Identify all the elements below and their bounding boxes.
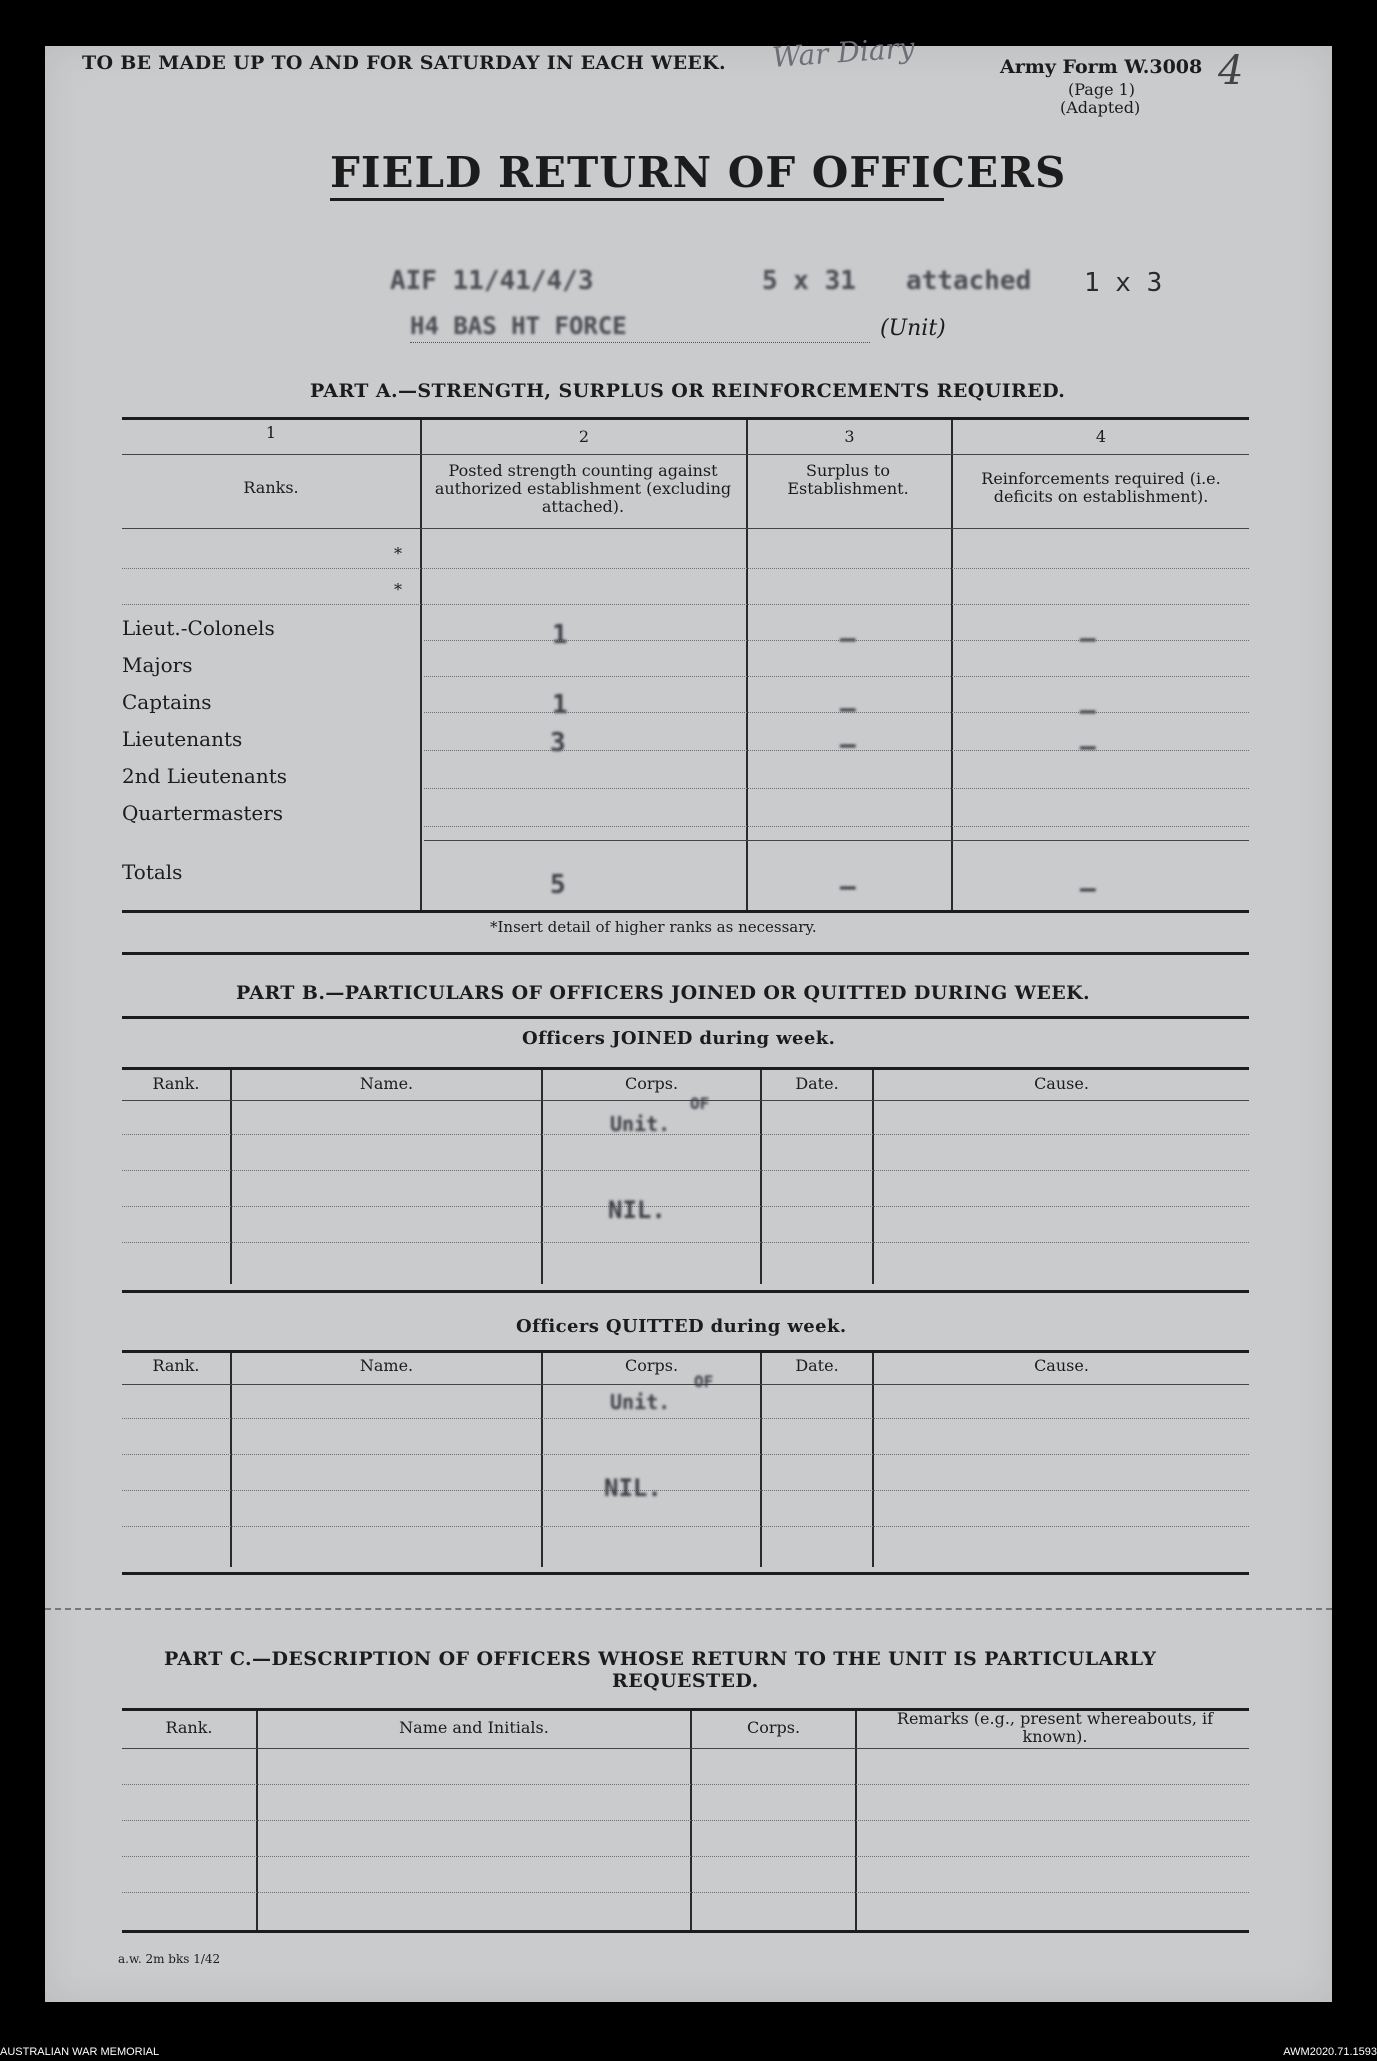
joined-col-divider: [760, 1070, 762, 1284]
joined-entry-nil: NIL.: [608, 1196, 666, 1224]
posted-value: 3: [550, 728, 566, 758]
part-b-top-rule: [122, 1016, 1249, 1019]
part-c-col-divider: [690, 1711, 692, 1931]
totals-rule: [424, 840, 1249, 841]
reinforcements-value: –: [1080, 732, 1096, 762]
col-number: 1: [265, 423, 277, 442]
handwritten-annotation: War Diary: [771, 31, 916, 74]
archive-credit: AUSTRALIAN WAR MEMORIAL: [0, 2046, 160, 2058]
quitted-row-rule: [122, 1526, 1249, 1527]
part-c-col-name: Name and Initials.: [399, 1718, 549, 1737]
posted-value: 1: [552, 690, 568, 720]
blank-rank-star: *: [394, 580, 402, 599]
quitted-col-divider: [760, 1353, 762, 1567]
row-rule: [122, 604, 1249, 605]
totals-posted: 5: [550, 870, 566, 900]
col-number-rule: [122, 454, 1249, 455]
quitted-row-rule: [122, 1454, 1249, 1455]
form-number: Army Form W.3008: [1000, 56, 1203, 78]
joined-row-rule: [122, 1242, 1249, 1243]
quitted-col-cause: Cause.: [1034, 1356, 1089, 1375]
joined-col-divider: [230, 1070, 232, 1284]
row-rule: [424, 788, 1249, 789]
attached-value: 1 x 3: [1084, 268, 1163, 298]
quitted-row-rule: [122, 1418, 1249, 1419]
surplus-value: –: [840, 694, 856, 724]
part-a-col-divider: [746, 420, 748, 910]
row-rule: [424, 712, 1249, 713]
blank-rank-star: *: [394, 544, 402, 563]
joined-col-cause: Cause.: [1034, 1074, 1089, 1093]
joined-row-rule: [122, 1170, 1249, 1171]
quitted-col-corps: Corps.: [624, 1356, 679, 1375]
row-rule: [424, 826, 1249, 827]
totals-reinforcements: –: [1080, 874, 1096, 904]
joined-col-name: Name.: [359, 1074, 414, 1093]
part-c-bottom-rule: [122, 1930, 1249, 1933]
quitted-entry-or: OF: [694, 1372, 714, 1391]
reinforcements-value: –: [1080, 696, 1096, 726]
totals-surplus: –: [840, 872, 856, 902]
col-header-ranks: Ranks.: [243, 478, 299, 497]
quitted-col-rank: Rank.: [152, 1356, 200, 1375]
part-c-col-remarks: Remarks (e.g., present whereabouts, if known).: [896, 1709, 1214, 1746]
part-a-footnote: *Insert detail of higher ranks as necessary.: [490, 918, 817, 936]
row-rule: [424, 750, 1249, 751]
quitted-row-rule: [122, 1490, 1249, 1491]
part-c-title-cont: REQUESTED.: [612, 1670, 759, 1692]
rank-label: Quartermasters: [122, 801, 284, 825]
rank-label: 2nd Lieutenants: [122, 764, 288, 788]
rank-label: Lieut.-Colonels: [122, 616, 275, 640]
quitted-entry-unit: Unit.: [610, 1390, 671, 1414]
joined-entry-or: OF: [690, 1094, 710, 1113]
posted-value: 1: [552, 620, 568, 650]
rank-label: Lieutenants: [122, 727, 243, 751]
col-number: 4: [1095, 427, 1107, 446]
joined-row-rule: [122, 1134, 1249, 1135]
totals-label: Totals: [122, 860, 183, 884]
joined-top-rule: [122, 1067, 1249, 1070]
form-adapted: (Adapted): [1060, 98, 1141, 117]
quitted-col-divider: [230, 1353, 232, 1567]
quitted-title: Officers QUITTED during week.: [516, 1316, 847, 1337]
title-underline: [330, 198, 944, 201]
unit-line: [410, 342, 870, 343]
typed-reference: AIF 11/41/4/3: [390, 266, 594, 296]
quitted-header-rule: [122, 1384, 1249, 1385]
part-c-col-divider: [855, 1711, 857, 1931]
part-c-header-rule: [122, 1748, 1249, 1749]
joined-bottom-rule: [122, 1290, 1249, 1293]
part-b-title: PART B.—PARTICULARS OF OFFICERS JOINED OR QUITTED DURING WEEK.: [236, 982, 1091, 1004]
col-header-reinforcements: Reinforcements required (i.e. deficits on establishment).: [981, 469, 1221, 506]
page-title: FIELD RETURN OF OFFICERS: [330, 148, 1067, 197]
col-header-surplus: Surplus to Establishment.: [787, 461, 909, 498]
part-a-col-divider: [420, 420, 422, 910]
part-c-col-rank: Rank.: [165, 1718, 213, 1737]
quitted-bottom-rule: [122, 1572, 1249, 1575]
part-c-row-rule: [122, 1856, 1249, 1857]
header-rule: [122, 528, 1249, 529]
part-c-row-rule: [122, 1784, 1249, 1785]
part-c-col-divider: [256, 1711, 258, 1931]
joined-title: Officers JOINED during week.: [522, 1028, 836, 1049]
corner-mark: 4: [1218, 48, 1244, 94]
part-c-row-rule: [122, 1892, 1249, 1893]
typed-count: 5 x 31: [762, 266, 856, 296]
reinforcements-value: –: [1080, 624, 1096, 654]
col-header-posted: Posted strength counting against authorized establishment (excluding attached).: [434, 461, 732, 516]
row-rule: [424, 640, 1249, 641]
surplus-value: –: [840, 624, 856, 654]
surplus-value: –: [840, 730, 856, 760]
rank-label: Captains: [122, 690, 212, 714]
part-c-title: PART C.—DESCRIPTION OF OFFICERS WHOSE RETURN TO THE UNIT IS PARTICULARLY: [164, 1648, 1157, 1670]
form-page: (Page 1): [1068, 80, 1136, 99]
joined-col-divider: [541, 1070, 543, 1284]
quitted-col-divider: [541, 1353, 543, 1567]
part-a-end-rule: [122, 952, 1249, 955]
joined-col-corps: Corps.: [624, 1074, 679, 1093]
row-rule: [122, 568, 1249, 569]
perforation-line: [45, 1608, 1332, 1610]
part-a-title: PART A.—STRENGTH, SURPLUS OR REINFORCEMENTS REQUIRED.: [310, 380, 1066, 402]
part-a-col-divider: [951, 420, 953, 910]
quitted-col-date: Date.: [795, 1356, 839, 1375]
quitted-entry-nil: NIL.: [604, 1474, 662, 1502]
print-code: a.w. 2m bks 1/42: [118, 1952, 221, 1966]
quitted-col-name: Name.: [359, 1356, 414, 1375]
part-a-top-rule: [122, 417, 1249, 420]
archive-id: AWM2020.71.1593: [1283, 2046, 1377, 2058]
typed-unit-name: H4 BAS HT FORCE: [410, 312, 627, 340]
rank-label: Majors: [122, 653, 193, 677]
row-rule: [424, 676, 1249, 677]
joined-header-rule: [122, 1100, 1249, 1101]
part-a-bottom-rule: [122, 910, 1249, 913]
joined-col-divider: [872, 1070, 874, 1284]
typed-attached-label: attached: [906, 266, 1032, 296]
joined-col-date: Date.: [795, 1074, 839, 1093]
part-c-col-corps: Corps.: [746, 1718, 801, 1737]
col-number: 2: [578, 427, 590, 446]
part-c-row-rule: [122, 1820, 1249, 1821]
quitted-top-rule: [122, 1350, 1249, 1353]
col-number: 3: [844, 427, 855, 446]
form-instruction: TO BE MADE UP TO AND FOR SATURDAY IN EACH WEEK.: [82, 52, 726, 74]
quitted-col-divider: [872, 1353, 874, 1567]
joined-entry-unit: Unit.: [610, 1112, 671, 1136]
unit-label: (Unit): [880, 316, 946, 341]
joined-col-rank: Rank.: [152, 1074, 200, 1093]
joined-row-rule: [122, 1206, 1249, 1207]
